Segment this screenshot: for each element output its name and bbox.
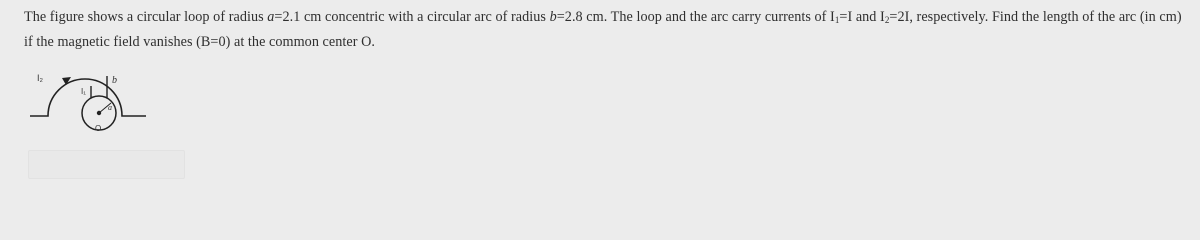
problem-text-3: =2.8 cm. The loop and the arc carry currents of I <box>556 9 835 25</box>
arc-current-arrow-icon <box>62 77 71 85</box>
arc-conductor <box>30 79 146 116</box>
problem-statement <box>24 6 1184 53</box>
label-b: b <box>112 75 117 86</box>
subscript-1: 1 <box>834 15 840 25</box>
problem-text-2: =2.1 cm concentric with a circular arc of radius <box>274 9 550 25</box>
loop-arc-figure <box>28 70 178 136</box>
problem-text-4: =I and I <box>839 9 885 25</box>
var-b: b <box>549 9 557 25</box>
problem-text-5: =2I, respectively. Find the length of the arc (in cm) if the magnetic field vanishes (B=0) at the common center O. <box>24 9 1182 50</box>
label-o: O <box>95 124 102 133</box>
label-i2: I₂ <box>37 73 43 83</box>
label-a: a <box>108 103 112 112</box>
problem-text-1: The figure shows a circular loop of radius <box>24 9 268 25</box>
label-i1: I₁ <box>81 87 86 96</box>
answer-input[interactable] <box>28 150 185 179</box>
loop-arc-diagram <box>28 70 178 136</box>
subscript-2: 2 <box>884 15 890 25</box>
var-a: a <box>267 9 275 25</box>
